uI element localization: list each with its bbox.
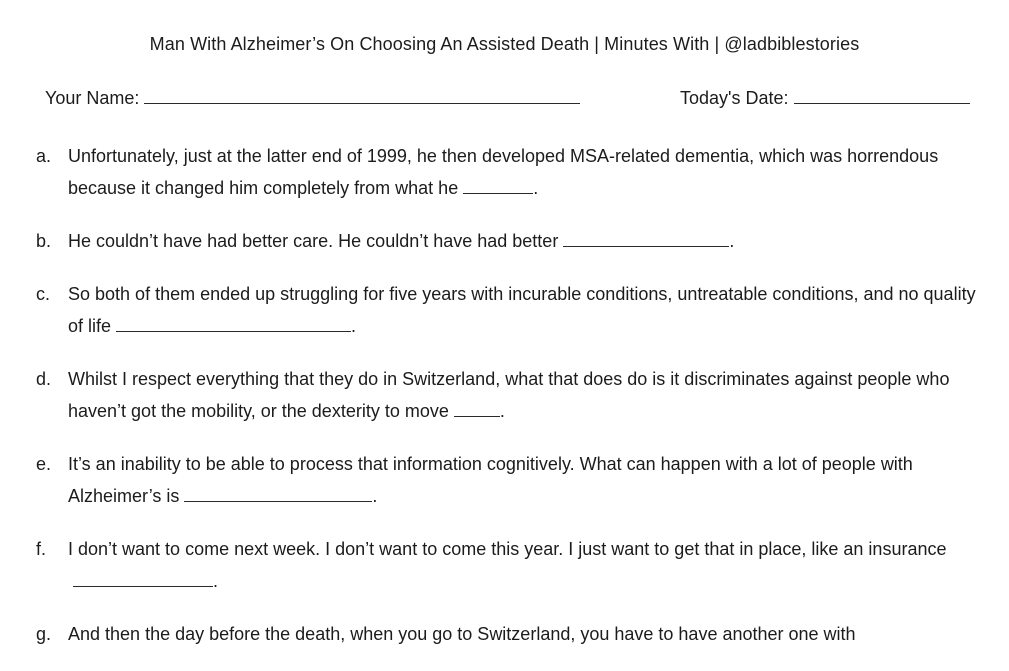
question-end: . [533,178,539,198]
answer-blank[interactable] [463,175,533,194]
question-item [36,533,986,597]
name-label: Your Name: [45,88,140,108]
date-label: Today's Date: [680,88,789,108]
question-item [36,225,986,257]
question-letter: e. [36,454,52,474]
question-item [36,278,986,342]
name-field[interactable] [45,88,580,109]
question-list [36,140,986,671]
question-item [36,140,986,204]
answer-blank[interactable] [454,398,500,417]
answer-blank[interactable] [116,313,351,332]
question-text: I don’t want to come next week. I don’t want to come this year. I just want to get that in place, like an insurance [68,539,947,559]
answer-blank[interactable] [563,228,729,247]
worksheet-title: Man With Alzheimer’s On Choosing An Assisted Death | Minutes With | @ladbiblestories [149,34,860,54]
question-end: . [729,231,735,251]
answer-blank[interactable] [73,568,213,587]
question-end: . [213,571,219,591]
question-text: He couldn’t have had better care. He couldn’t have had better [68,231,559,251]
question-text: And then the day before the death, when you go to Switzerland, you have to have another one with [68,624,856,644]
question-end: . [372,486,378,506]
question-letter: g. [36,624,52,644]
question-letter: c. [36,284,51,304]
date-field[interactable] [680,88,970,109]
question-letter: d. [36,369,52,389]
answer-blank[interactable] [184,483,372,502]
question-letter: f. [36,539,47,559]
question-letter: a. [36,146,52,166]
question-item [36,363,986,427]
question-text: Unfortunately, just at the latter end of 1999, he then developed MSA-related dementia, which was horrendous because it changed him completely from what he [68,146,939,198]
question-end: . [351,316,357,336]
question-text: It’s an inability to be able to process that information cognitively. What can happen with a lot of people with Alzheimer’s is [68,454,913,506]
question-text: So both of them ended up struggling for five years with incurable conditions, untreatable conditions, and no quality of life [68,284,976,336]
date-blank-line[interactable] [794,88,970,104]
name-blank-line[interactable] [144,88,580,104]
question-text: Whilst I respect everything that they do in Switzerland, what that does do is it discriminates against people who haven’t got the mobility, or the dexterity to move [68,369,950,421]
question-letter: b. [36,231,52,251]
question-end: . [499,401,505,421]
question-item [36,618,986,650]
question-item [36,448,986,512]
